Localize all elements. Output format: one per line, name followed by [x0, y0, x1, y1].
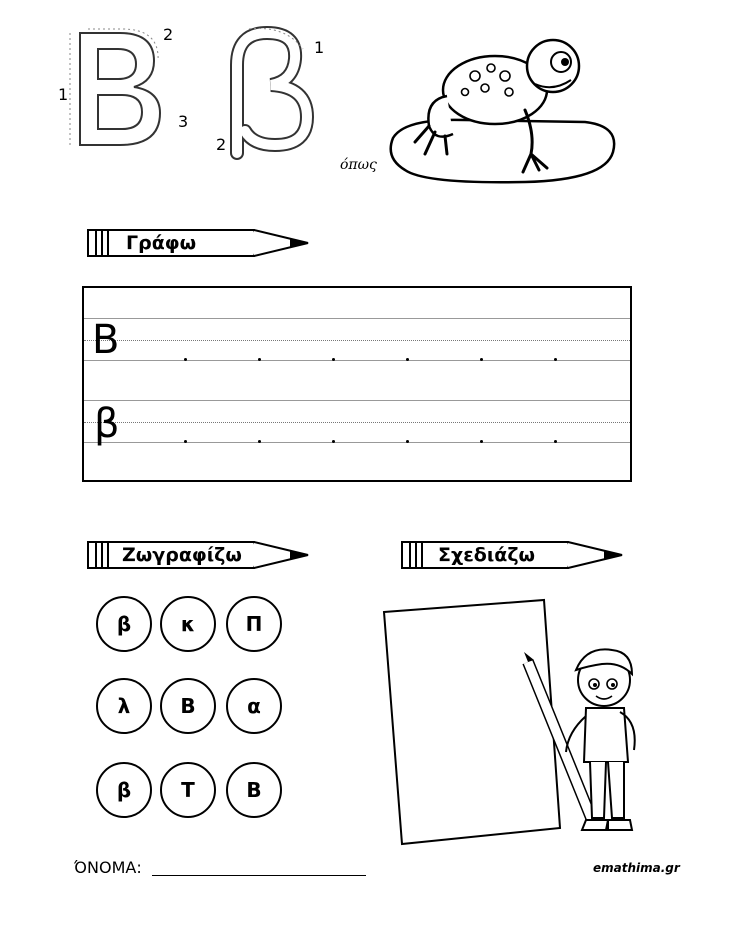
stroke-number: 2: [163, 25, 174, 44]
handwriting-practice-box[interactable]: [82, 286, 632, 482]
name-input-line[interactable]: [152, 875, 366, 876]
letter-circle[interactable]: Β: [160, 678, 216, 734]
guide-letter-upper: B: [92, 317, 120, 363]
stroke-number: 2: [216, 135, 227, 154]
letter-circle[interactable]: κ: [160, 596, 216, 652]
letter-circle[interactable]: Π: [226, 596, 282, 652]
pencil-icon: [86, 226, 310, 260]
letter-circle[interactable]: α: [226, 678, 282, 734]
section-label-write: Γράφω: [126, 232, 197, 254]
pencil-label-write: [86, 226, 310, 260]
pencil-label-draw: [400, 538, 624, 572]
lowercase-beta-tracing: [215, 25, 325, 160]
section-label-draw: Σχεδιάζω: [438, 544, 536, 566]
letter-circle[interactable]: β: [96, 596, 152, 652]
letter-circle[interactable]: Β: [226, 762, 282, 818]
stroke-number: 1: [314, 38, 325, 57]
boy-with-pencil-illustration: [516, 640, 646, 840]
stroke-number: 1: [58, 85, 69, 104]
example-caption: όπως: [340, 157, 377, 173]
pencil-label-color: [86, 538, 310, 572]
letter-circle[interactable]: Τ: [160, 762, 216, 818]
uppercase-beta-tracing: [60, 25, 200, 155]
frog-illustration: [385, 30, 625, 190]
stroke-number: 3: [178, 112, 189, 131]
guide-letter-lower: β: [94, 401, 120, 447]
letter-circle[interactable]: β: [96, 762, 152, 818]
letter-circle[interactable]: λ: [96, 678, 152, 734]
name-label: ΌΝΟΜΑ:: [74, 858, 142, 877]
section-label-color: Ζωγραφίζω: [122, 544, 242, 566]
brand-watermark: emathima.gr: [593, 861, 680, 875]
